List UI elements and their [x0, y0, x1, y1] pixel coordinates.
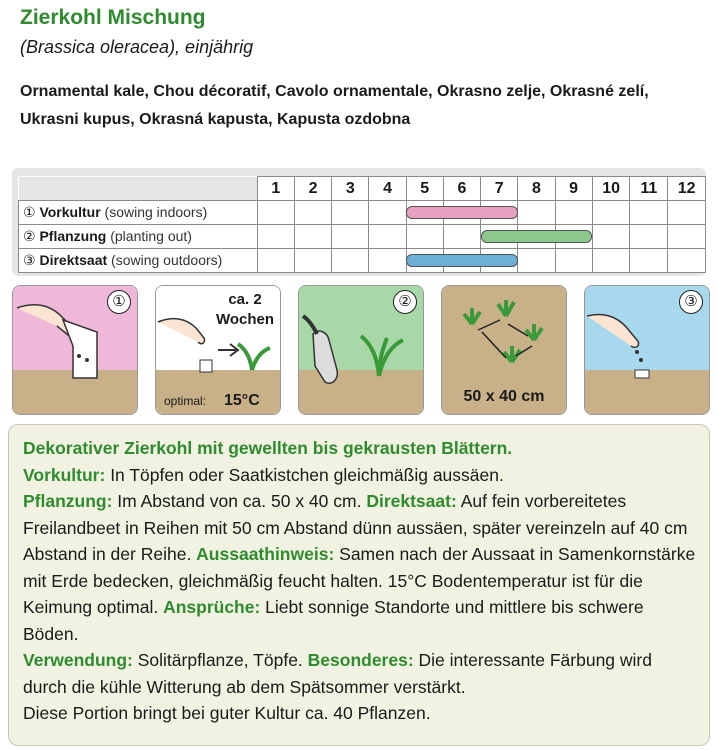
row-label-de: Vorkultur	[39, 204, 101, 220]
verwendung-label: Verwendung:	[23, 650, 133, 670]
pflanzung-text: Im Abstand von ca. 50 x 40 cm.	[112, 491, 367, 511]
germination-time-unit: Wochen	[215, 311, 275, 328]
month-6: 6	[443, 177, 480, 201]
trowel-planting-icon	[299, 286, 423, 414]
month-9: 9	[555, 177, 592, 201]
aussaat-label: Aussaathinweis:	[196, 544, 335, 564]
calendar-row-direktsaat	[19, 249, 706, 273]
pflanzung-label: Pflanzung:	[23, 491, 113, 511]
month-2: 2	[294, 177, 331, 201]
hand-sowing-pot-icon	[13, 286, 137, 414]
translations: Ornamental kale, Chou décoratif, Cavolo ornamentale, Okrasno zelje, Okrasné zelí, Ukrasni kupus, Okrasná kapusta, Kapusta ozdobna	[20, 83, 649, 128]
aussaat-text: Samen nach der Aussaat in Samenkornstärke mit Erde bedecken, gleichmäßig feucht halten. 15°C Bodentemperatur ist für die Keimung optimal.	[23, 544, 696, 617]
row-label-en: (planting out)	[110, 228, 192, 244]
calendar-row-pflanzung	[19, 225, 706, 249]
row-label-en: (sowing outdoors)	[111, 252, 223, 268]
spacing-text: 50 x 40 cm	[463, 388, 545, 405]
optimal-label: optimal:	[164, 394, 207, 408]
calendar-table	[18, 176, 706, 273]
description-text	[9, 425, 709, 727]
month-1: 1	[257, 177, 294, 201]
verwendung-text: Solitärpflanze, Töpfe.	[132, 650, 308, 670]
row-label-de: Direktsaat	[39, 252, 108, 268]
panel-direktsaat	[584, 285, 710, 415]
step-badge: ③	[679, 290, 703, 314]
step-number: ②	[23, 228, 36, 244]
germination-time-value: ca. 2	[228, 291, 262, 308]
row-label-en: (sowing indoors)	[104, 204, 208, 220]
row-label-de: Pflanzung	[39, 228, 107, 244]
month-8: 8	[518, 177, 555, 201]
calendar-bar-direktsaat	[406, 254, 518, 267]
direktsaat-label: Direktsaat:	[366, 491, 457, 511]
direktsaat-text: Auf fein vorbereitetes Freilandbeet in Reihen mit 50 cm Abstand dünn aussäen, später vereinzeln auf 40 cm Abstand in der Reihe.	[23, 491, 688, 564]
product-title: Zierkohl Mischung	[20, 6, 206, 29]
month-5: 5	[406, 177, 443, 201]
step-badge: ②	[393, 290, 417, 314]
panel-spacing	[441, 285, 567, 415]
step-badge: ①	[107, 290, 131, 314]
calendar-row-vorkultur	[19, 201, 706, 225]
month-3: 3	[332, 177, 369, 201]
month-12: 12	[668, 177, 706, 201]
description-box	[8, 424, 710, 746]
ansprueche-label: Ansprüche:	[163, 597, 261, 617]
row-label	[19, 225, 258, 249]
month-7: 7	[481, 177, 518, 201]
besonderes-label: Besonderes:	[307, 650, 414, 670]
row-label	[19, 249, 258, 273]
portion-text: Diese Portion bringt bei guter Kultur ca. 40 Pflanzen.	[23, 703, 431, 723]
calendar-bar-vorkultur	[406, 206, 518, 219]
ansprueche-text: Liebt sonnige Standorte und mittlere bis schwere Böden.	[23, 597, 644, 644]
step-number: ①	[23, 204, 36, 220]
month-4: 4	[369, 177, 406, 201]
panel-pflanzung	[298, 285, 424, 415]
vorkultur-text: In Töpfen oder Saatkistchen gleichmäßig aussäen.	[105, 464, 504, 485]
besonderes-text: Die interessante Färbung wird durch die kühle Witterung ab dem Spätsommer verstärkt.	[23, 650, 652, 697]
optimal-temperature: 15°C	[224, 392, 260, 409]
headline: Dekorativer Zierkohl mit gewellten bis gekrausten Blättern.	[23, 438, 513, 458]
month-10: 10	[592, 177, 630, 201]
calendar-corner	[19, 177, 258, 201]
panel-germination	[155, 285, 281, 415]
calendar-bar-pflanzung	[481, 230, 593, 243]
hand-sowing-ground-icon	[585, 286, 709, 414]
sowing-calendar	[12, 168, 706, 276]
calendar-header-row	[19, 177, 706, 201]
panel-vorkultur	[12, 285, 138, 415]
vorkultur-label: Vorkultur:	[23, 464, 106, 485]
month-11: 11	[630, 177, 668, 201]
step-number: ③	[23, 252, 36, 268]
latin-name: (Brassica oleracea), einjährig	[20, 37, 254, 57]
row-label	[19, 201, 258, 225]
